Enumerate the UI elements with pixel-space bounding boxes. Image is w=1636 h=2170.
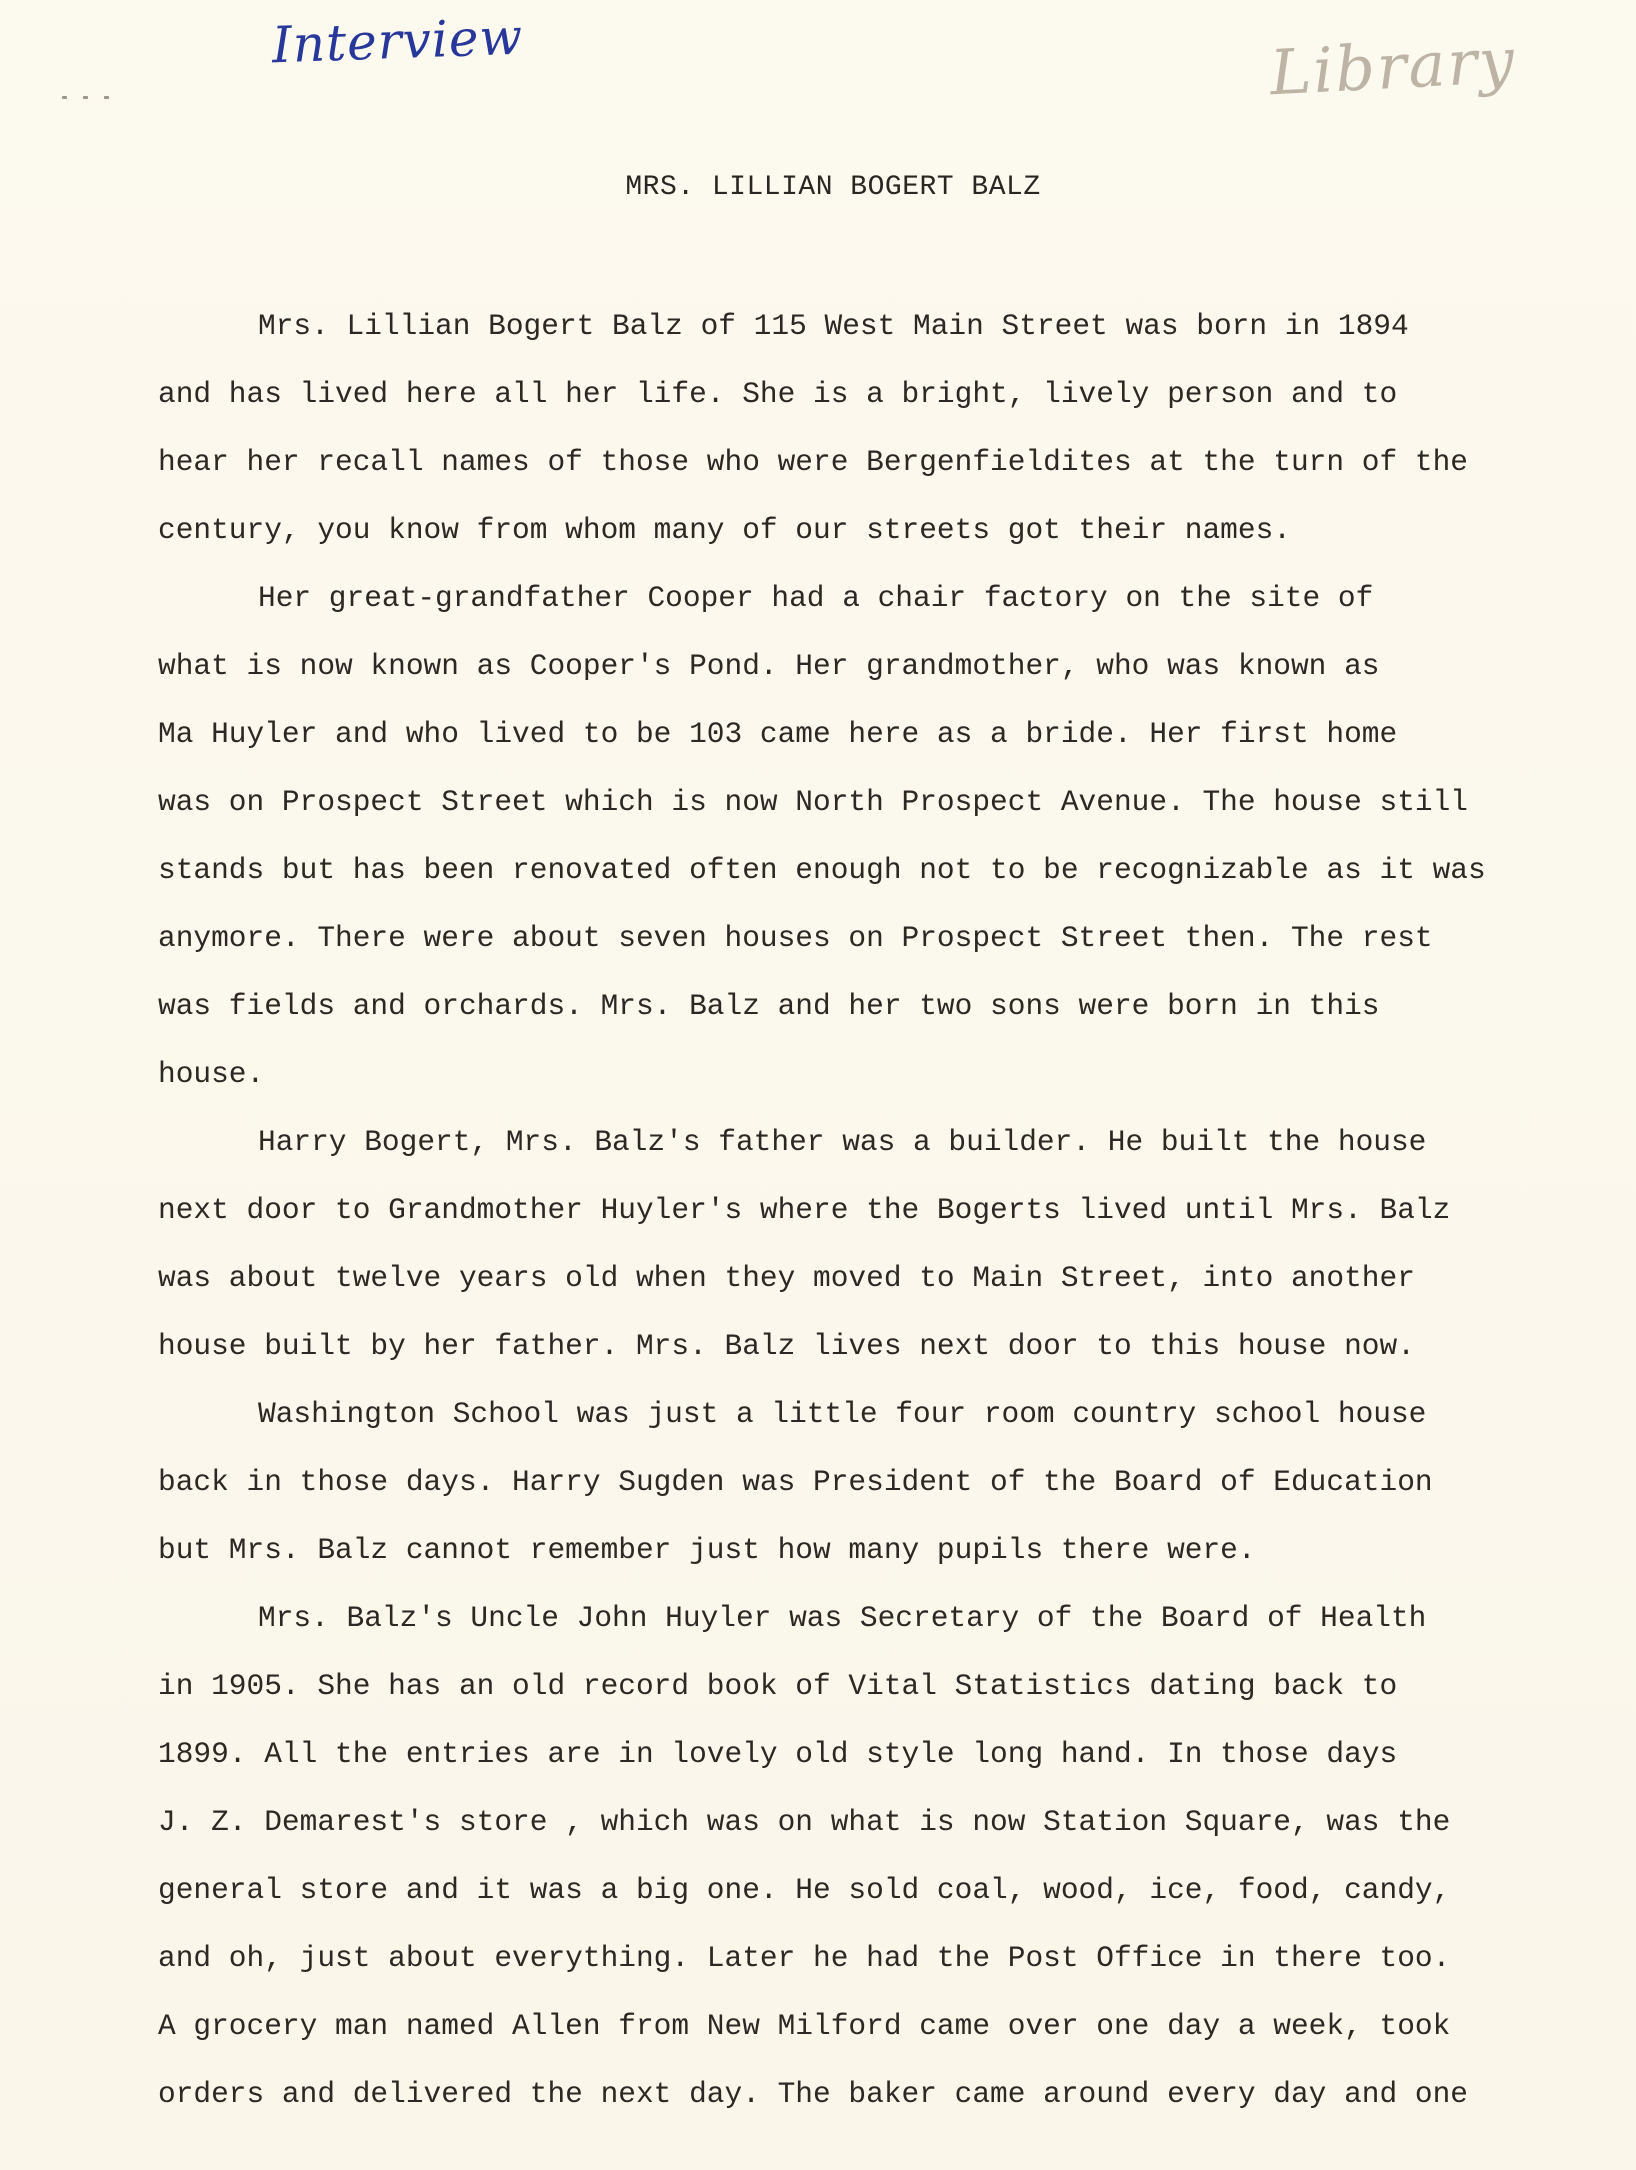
text-line: 1899. All the entries are in lovely old style long hand. In those days [158, 1737, 1398, 1771]
text-line: next door to Grandmother Huyler's where the Bogerts lived until Mrs. Balz [158, 1193, 1451, 1227]
text-line: was on Prospect Street which is now North Prospect Avenue. The house still [158, 785, 1469, 819]
text-line: Mrs. Balz's Uncle John Huyler was Secretary of the Board of Health [258, 1601, 1427, 1635]
text-line: was fields and orchards. Mrs. Balz and her two sons were born in this [158, 989, 1380, 1023]
text-line: in 1905. She has an old record book of Vital Statistics dating back to [158, 1669, 1398, 1703]
text-line: A grocery man named Allen from New Milford came over one day a week, took [158, 2009, 1451, 2043]
text-line: orders and delivered the next day. The baker came around every day and one [158, 2077, 1469, 2111]
handwritten-library-note: Library [1268, 23, 1518, 110]
document-body [158, 306, 1486, 2142]
text-line: Mrs. Lillian Bogert Balz of 115 West Main Street was born in 1894 [258, 309, 1409, 343]
document-title: MRS. LILLIAN BOGERT BALZ [625, 172, 1041, 203]
text-line: hear her recall names of those who were Bergenfieldites at the turn of the [158, 445, 1469, 479]
text-line: Harry Bogert, Mrs. Balz's father was a builder. He built the house [258, 1125, 1427, 1159]
text-line: anymore. There were about seven houses on Prospect Street then. The rest [158, 921, 1433, 955]
handwritten-interview-note: Interview [271, 7, 525, 75]
text-line: J. Z. Demarest's store , which was on what is now Station Square, was the [158, 1805, 1451, 1839]
text-line: house. [158, 1057, 265, 1091]
text-line: what is now known as Cooper's Pond. Her grandmother, who was known as [158, 649, 1380, 683]
text-line: was about twelve years old when they moved to Main Street, into another [158, 1261, 1415, 1295]
text-line: back in those days. Harry Sugden was President of the Board of Education [158, 1465, 1433, 1499]
paper-marks [62, 86, 142, 94]
text-line: Washington School was just a little four room country school house [258, 1397, 1427, 1431]
text-line: general store and it was a big one. He sold coal, wood, ice, food, candy, [158, 1873, 1451, 1907]
text-line: and oh, just about everything. Later he had the Post Office in there too. [158, 1941, 1451, 1975]
text-line: and has lived here all her life. She is a bright, lively person and to [158, 377, 1398, 411]
text-line: stands but has been renovated often enough not to be recognizable as it was [158, 853, 1486, 887]
text-line: Her great-grandfather Cooper had a chair factory on the site of [258, 581, 1374, 615]
text-line: century, you know from whom many of our streets got their names. [158, 513, 1291, 547]
text-line: but Mrs. Balz cannot remember just how many pupils there were. [158, 1533, 1256, 1567]
text-line: Ma Huyler and who lived to be 103 came here as a bride. Her first home [158, 717, 1398, 751]
text-line: house built by her father. Mrs. Balz lives next door to this house now. [158, 1329, 1415, 1363]
